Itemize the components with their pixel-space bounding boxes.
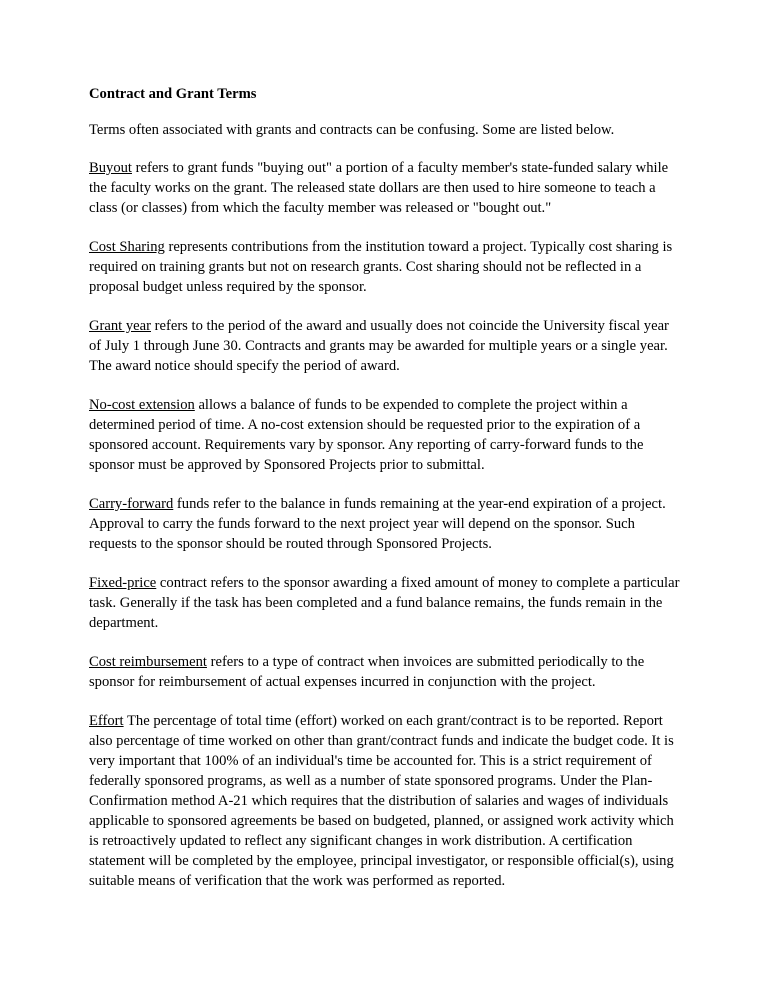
intro-paragraph: Terms often associated with grants and contracts can be confusing. Some are listed below. bbox=[89, 122, 615, 138]
term-definition: refers to a type of contract when invoices are submitted periodically to the sponsor for reimbursement of actual expenses incurred in conjunction with the project. bbox=[89, 654, 645, 690]
term-definition: The percentage of total time (effort) worked on each grant/contract is to be reported. Report also percentage of time worked on other than grant/contract funds and indicate the budget code. It is very important that 100% of an individual's time be accounted for. This is a strict requirement of federally sponsored programs, as well as a number of state sponsored programs. Under the Plan-Confirmation method A-21 which requires that the distribution of salaries and wages of individuals applicable to sponsored agreements be based on budgeted, planned, or assigned work activity which is retroactively updated to reflect any significant changes in work distribution. A certification statement will be completed by the employee, principal investigator, or responsible official(s), using suitable means of verification that the work was performed as reported. bbox=[89, 713, 674, 889]
term-name: Cost reimbursement bbox=[89, 654, 207, 670]
term-entry-cost-sharing bbox=[89, 237, 681, 297]
term-name: Carry-forward bbox=[89, 496, 174, 512]
term-entry-buyout bbox=[89, 158, 681, 218]
term-entry-carry-forward bbox=[89, 494, 681, 554]
term-entry-cost-reimbursement bbox=[89, 652, 681, 692]
term-entry-no-cost-extension bbox=[89, 395, 681, 475]
term-name: No-cost extension bbox=[89, 397, 195, 413]
term-name: Cost Sharing bbox=[89, 239, 165, 255]
term-definition: funds refer to the balance in funds remaining at the year-end expiration of a project. Approval to carry the funds forward to the next project year will depend on the sponsor. Such requests to the sponsor should be routed through Sponsored Projects. bbox=[89, 496, 666, 552]
term-definition: allows a balance of funds to be expended to complete the project within a determined period of time. A no-cost extension should be requested prior to the expiration of a sponsored account. Requirements vary by sponsor. Any reporting of carry-forward funds to the sponsor must be approved by Sponsored Projects prior to submittal. bbox=[89, 397, 644, 473]
document-title: Contract and Grant Terms bbox=[89, 86, 257, 102]
term-name: Grant year bbox=[89, 318, 151, 334]
term-entry-grant-year bbox=[89, 316, 681, 376]
term-name: Effort bbox=[89, 713, 124, 729]
term-definition: refers to the period of the award and usually does not coincide the University fiscal year of July 1 through June 30. Contracts and grants may be awarded for multiple years or a single year. The award notice should specify the period of award. bbox=[89, 318, 669, 374]
term-definition: contract refers to the sponsor awarding a fixed amount of money to complete a particular task. Generally if the task has been completed and a fund balance remains, the funds remain in the department. bbox=[89, 575, 680, 631]
term-entry-effort bbox=[89, 711, 681, 891]
term-name: Fixed-price bbox=[89, 575, 157, 591]
term-name: Buyout bbox=[89, 160, 132, 176]
term-entry-fixed-price bbox=[89, 573, 681, 633]
term-definition: refers to grant funds "buying out" a portion of a faculty member's state-funded salary while the faculty works on the grant. The released state dollars are then used to hire someone to teach a class (or classes) from which the faculty member was released or "bought out." bbox=[89, 160, 669, 216]
document-page bbox=[89, 84, 681, 910]
term-definition: represents contributions from the institution toward a project. Typically cost sharing is required on training grants but not on research grants. Cost sharing should not be reflected in a proposal budget unless required by the sponsor. bbox=[89, 239, 673, 295]
